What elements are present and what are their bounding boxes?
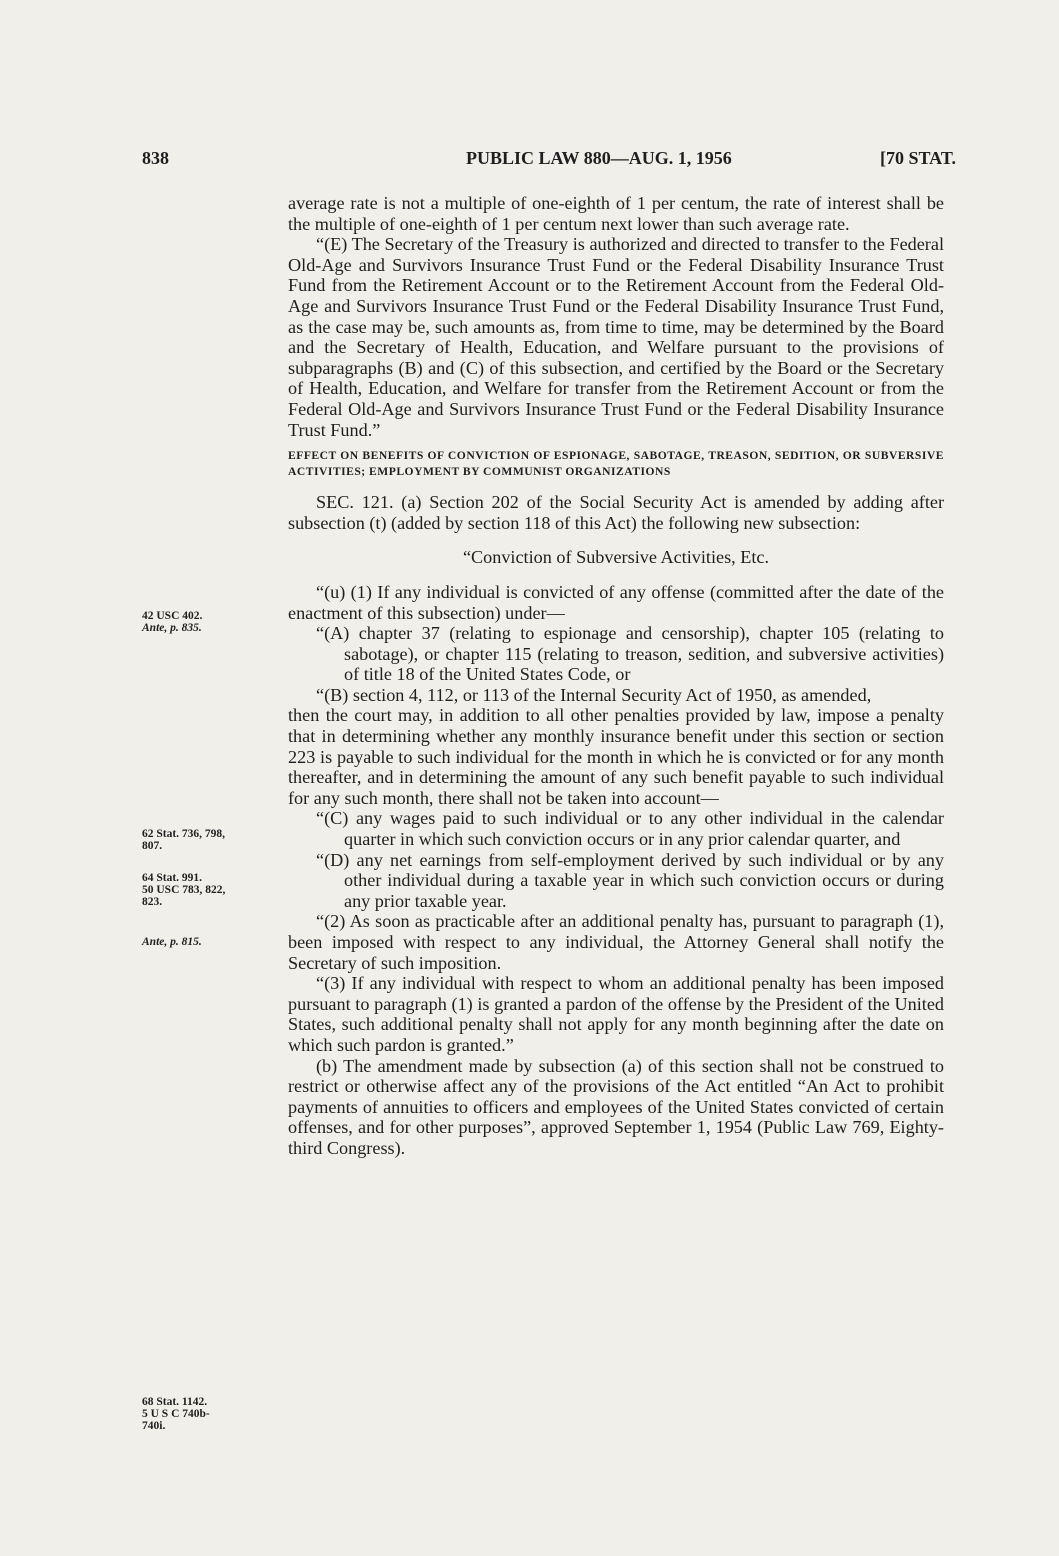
- paragraph: average rate is not a multiple of one-eighth of 1 per centum, the rate of interest shall be the multiple of one-eighth of 1 per centum next lower than such average rate.: [288, 193, 944, 234]
- paragraph: “(E) The Secretary of the Treasury is authorized and directed to transfer to the Federal Old-Age and Survivors Insurance Trust Fund or the Federal Disability Insurance Trust Fund from the Retirement Account or to the Retirement Account from the Federal Old-Age and Survivors Insurance Trust Fund or the Federal Disability Insurance Trust Fund, as the case may be, such amounts as, from time to time, may be determined by the Board and the Secretary of Health, Education, and Welfare pursuant to the provisions of subparagraphs (B) and (C) of this subsection, and certified by the Board or the Secretary of Health, Education, and Welfare for transfer from the Retirement Account or from the Federal Old-Age and Survivors Insurance Trust Fund or the Federal Disability Insurance Trust Fund.”: [288, 234, 944, 440]
- paragraph: “(u) (1) If any individual is convicted of any offense (committed after the date of the enactment of this subsection) under—: [288, 581, 944, 623]
- paragraph: “(3) If any individual with respect to whom an additional penalty has been imposed pursuant to paragraph (1) is granted a pardon of the offense by the President of the United States, such additional penalty shall not apply for any month beginning after the date on which such pardon is granted.”: [288, 973, 944, 1055]
- paragraph: then the court may, in addition to all other penalties provided by law, impose a penalty that in determining whether any monthly insurance benefit under this section or section 223 is payable to such individual for the month in which he is convicted or for any month thereafter, and in determining the amount of any such benefit payable to such individual for any such month, there shall not be taken into account—: [288, 705, 944, 808]
- statute-body: [288, 193, 944, 1159]
- paragraph: “(C) any wages paid to such individual or to any other individual in the calendar quarter in which such conviction occurs or in any prior calendar quarter, and: [316, 808, 944, 850]
- margin-note: 62 Stat. 736, 798, 807.: [142, 828, 226, 852]
- section-label: SEC. 121.: [316, 492, 394, 513]
- margin-note: 64 Stat. 991. 50 USC 783, 822, 823.: [142, 872, 226, 908]
- statute-volume: [70 STAT.: [880, 148, 957, 168]
- paragraph: “(A) chapter 37 (relating to espionage and censorship), chapter 105 (relating to sabotage), or chapter 115 (relating to treason, sedition, and subversive activities) of title 18 of the United States Code, or: [316, 623, 944, 685]
- paragraph: SEC. 121. (a) Section 202 of the Social Security Act is amended by adding after subsection (t) (added by section 118 of this Act) the following new subsection:: [288, 492, 945, 533]
- paragraph: “(B) section 4, 112, or 113 of the Internal Security Act of 1950, as amended,: [316, 684, 872, 705]
- margin-note: Ante, p. 815.: [142, 936, 202, 948]
- page-header: [0, 148, 1059, 172]
- subsection-heading: “Conviction of Subversive Activities, Etc.: [462, 547, 770, 568]
- paragraph: (b) The amendment made by subsection (a) of this section shall not be construed to restrict or otherwise affect any of the provisions of the Act entitled “An Act to prohibit payments of annuities to officers and employees of the United States convicted of certain offenses, and for other purposes”, approved September 1, 1954 (Public Law 769, Eighty-third Congress).: [288, 1055, 944, 1158]
- paragraph: “(D) any net earnings from self-employment derived by such individual or by any other individual during a taxable year in which such conviction occurs or during any prior taxable year.: [316, 849, 944, 911]
- paragraph: “(2) As soon as practicable after an additional penalty has, pursuant to paragraph (1), been imposed with respect to any individual, the Attorney General shall notify the Secretary of such imposition.: [288, 911, 944, 973]
- margin-note: 68 Stat. 1142. 5 U S C 740b- 740i.: [142, 1396, 210, 1432]
- page-number: 838: [142, 148, 169, 168]
- margin-note: 42 USC 402. Ante, p. 835.: [142, 610, 203, 634]
- page-title: PUBLIC LAW 880—AUG. 1, 1956: [466, 148, 732, 168]
- section-heading: EFFECT ON BENEFITS OF CONVICTION OF ESPIONAGE, SABOTAGE, TREASON, SEDITION, OR SUBVERSIVE ACTIVITIES; EMPLOYMENT BY COMMUNIST ORGANIZATIONS: [288, 449, 944, 479]
